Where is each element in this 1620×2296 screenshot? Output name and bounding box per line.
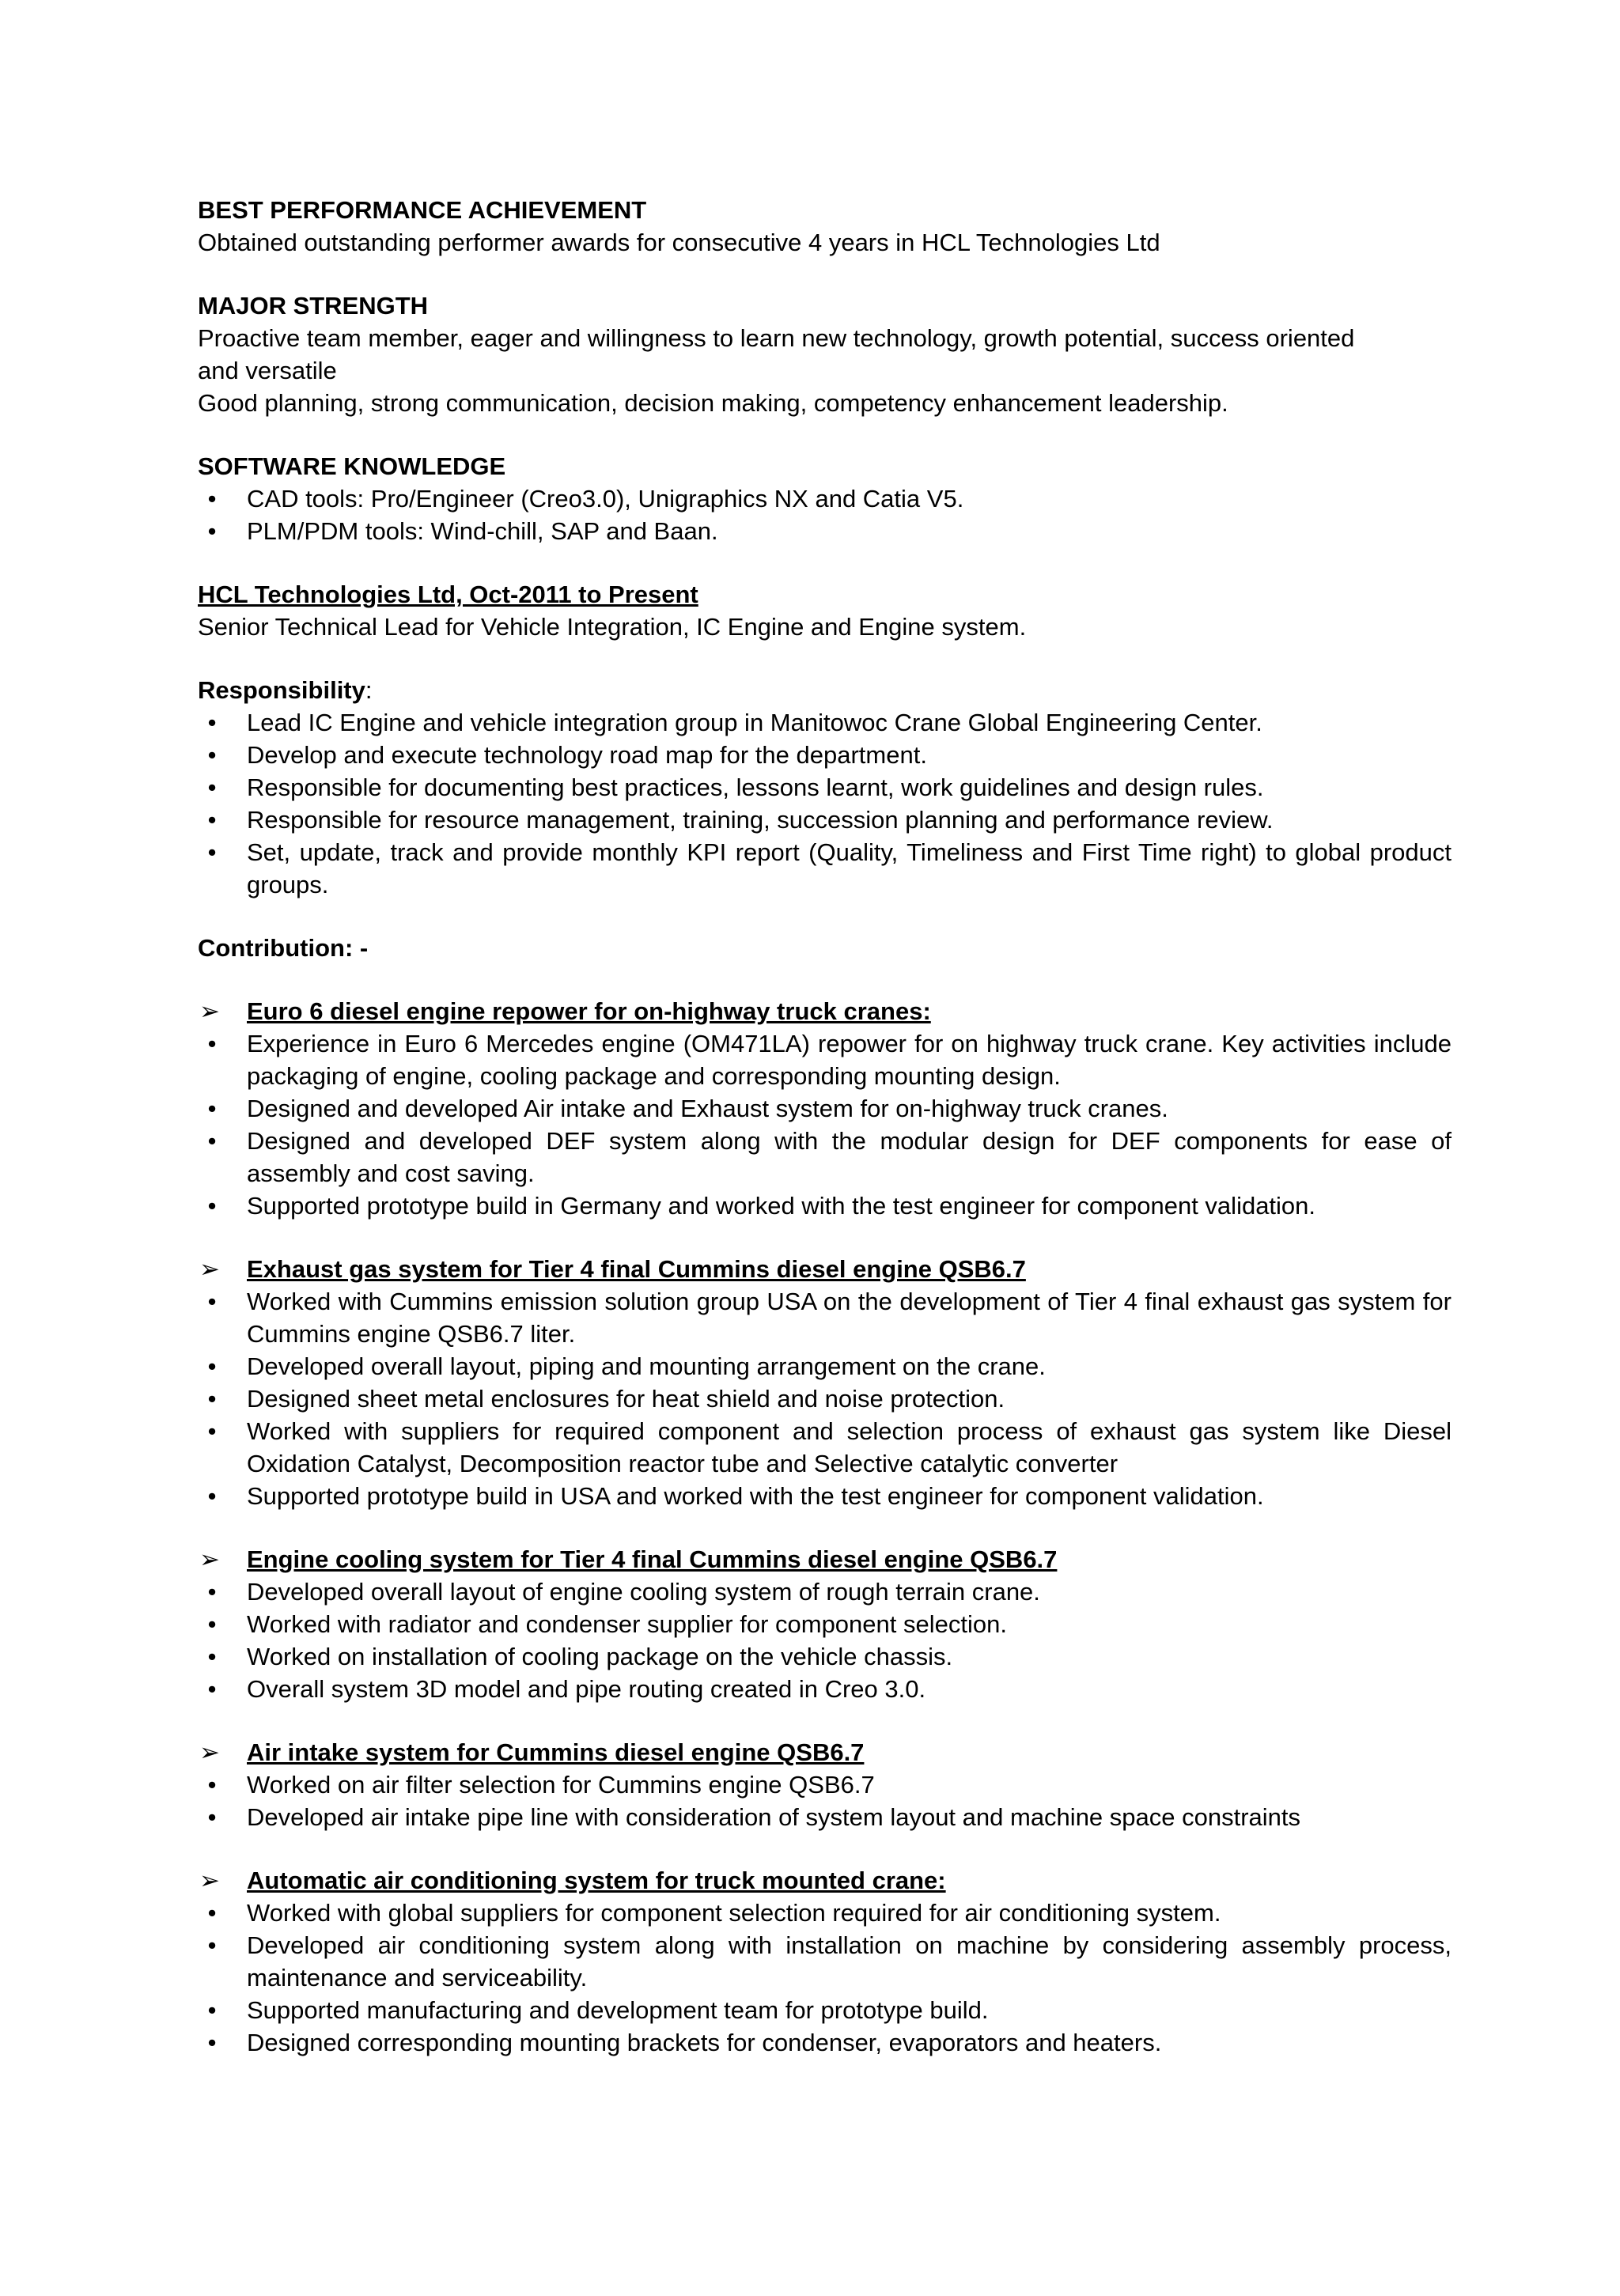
strength-heading: MAJOR STRENGTH (198, 292, 429, 320)
list-item-text: Responsible for documenting best practices, lessons learnt, work guidelines and design rules. (247, 774, 1264, 801)
list-item (198, 1480, 1452, 1512)
strength-section (198, 289, 1452, 419)
list-item (198, 515, 1452, 547)
list-item (198, 836, 1452, 901)
project-exhaust (198, 1253, 1452, 1512)
bullet-icon: • (207, 806, 217, 834)
bullet-icon: • (207, 741, 217, 769)
project-list (198, 1575, 1452, 1705)
list-item (198, 1383, 1452, 1415)
list-item-text: Designed sheet metal enclosures for heat shield and noise protection. (247, 1385, 1005, 1413)
list-item-text: Worked on air filter selection for Cummins engine QSB6.7 (247, 1771, 875, 1799)
project-list (198, 1285, 1452, 1512)
bullet-icon: • (207, 1771, 217, 1799)
list-item (198, 1768, 1452, 1801)
bullet-icon: • (207, 1643, 217, 1670)
company-heading: HCL Technologies Ltd, Oct-2011 to Present (198, 581, 698, 608)
list-item (198, 1929, 1452, 1994)
job-role: Senior Technical Lead for Vehicle Integration, IC Engine and Engine system. (198, 613, 1027, 641)
responsibility-label: Responsibility (198, 676, 365, 704)
bullet-icon: • (207, 1417, 217, 1445)
list-item (198, 1285, 1452, 1350)
software-list (198, 482, 1452, 547)
bullet-icon: • (207, 838, 217, 866)
list-item-text: Developed air conditioning system along with installation on machine by considering assembly process, maintenance and serviceability. (247, 1931, 1452, 1992)
strength-line-2: Good planning, strong communication, decision making, competency enhancement leadership. (198, 389, 1228, 417)
project-heading (198, 995, 1452, 1027)
bullet-icon: • (207, 1610, 217, 1638)
project-cooling (198, 1543, 1452, 1705)
bullet-icon: • (207, 1578, 217, 1606)
bullet-icon: • (207, 517, 217, 545)
list-item-text: Worked with Cummins emission solution group USA on the development of Tier 4 final exhaust gas system for Cummins engine QSB6.7 liter. (247, 1288, 1452, 1348)
contribution-section (198, 932, 1452, 964)
project-heading (198, 1736, 1452, 1768)
bullet-icon: • (207, 1288, 217, 1315)
list-item-text: Experience in Euro 6 Mercedes engine (OM471LA) repower for on highway truck crane. Key activities include packaging of engine, cooling package and corresponding mounting design. (247, 1030, 1452, 1090)
list-item-text: Developed overall layout, piping and mounting arrangement on the crane. (247, 1352, 1046, 1380)
project-title: Engine cooling system for Tier 4 final Cummins diesel engine QSB6.7 (247, 1545, 1058, 1573)
list-item (198, 1994, 1452, 2026)
project-list (198, 1897, 1452, 2059)
responsibility-list (198, 706, 1452, 901)
list-item-text: Developed air intake pipe line with consideration of system layout and machine space constraints (247, 1803, 1301, 1831)
list-item-text: Developed overall layout of engine cooling system of rough terrain crane. (247, 1578, 1040, 1606)
list-item-text: Develop and execute technology road map for the department. (247, 741, 927, 769)
list-item (198, 1640, 1452, 1673)
project-title: Air intake system for Cummins diesel engine QSB6.7 (247, 1738, 865, 1766)
list-item-text: Designed and developed DEF system along with the modular design for DEF components for ease of assembly and cost saving. (247, 1127, 1452, 1187)
list-item (198, 1125, 1452, 1190)
list-item (198, 1350, 1452, 1383)
list-item-text: Supported prototype build in Germany and worked with the test engineer for component validation. (247, 1192, 1316, 1220)
arrow-bullet-icon: ➢ (199, 1867, 220, 1894)
project-heading (198, 1543, 1452, 1575)
project-air-intake (198, 1736, 1452, 1833)
list-item-text: Responsible for resource management, training, succession planning and performance review. (247, 806, 1274, 834)
software-section (198, 450, 1452, 547)
list-item-text: Designed corresponding mounting brackets for condenser, evaporators and heaters. (247, 2029, 1162, 2056)
bullet-icon: • (207, 1030, 217, 1057)
list-item-text: PLM/PDM tools: Wind-chill, SAP and Baan. (247, 517, 718, 545)
project-heading (198, 1864, 1452, 1897)
list-item (198, 1027, 1452, 1092)
bullet-icon: • (207, 1095, 217, 1122)
responsibility-heading (198, 674, 1452, 706)
list-item (198, 1415, 1452, 1480)
list-item-text: Worked with radiator and condenser supplier for component selection. (247, 1610, 1007, 1638)
list-item (198, 1190, 1452, 1222)
project-air-conditioning (198, 1864, 1452, 2059)
project-title: Euro 6 diesel engine repower for on-highway truck cranes: (247, 997, 931, 1025)
bullet-icon: • (207, 1899, 217, 1927)
bullet-icon: • (207, 1996, 217, 2024)
list-item-text: Worked with suppliers for required component and selection process of exhaust gas system like Diesel Oxidation Catalyst, Decomposition reactor tube and Selective catalytic converter (247, 1417, 1452, 1477)
list-item-text: Overall system 3D model and pipe routing created in Creo 3.0. (247, 1675, 926, 1703)
project-title: Exhaust gas system for Tier 4 final Cummins diesel engine QSB6.7 (247, 1255, 1026, 1283)
list-item-text: CAD tools: Pro/Engineer (Creo3.0), Unigraphics NX and Catia V5. (247, 485, 964, 513)
list-item-text: Lead IC Engine and vehicle integration group in Manitowoc Crane Global Engineering Center. (247, 709, 1262, 736)
bullet-icon: • (207, 1192, 217, 1220)
list-item (198, 1092, 1452, 1125)
arrow-bullet-icon: ➢ (199, 1738, 220, 1766)
list-item (198, 804, 1452, 836)
list-item (198, 2026, 1452, 2059)
arrow-bullet-icon: ➢ (199, 1545, 220, 1573)
project-title: Automatic air conditioning system for truck mounted crane: (247, 1867, 946, 1894)
bullet-icon: • (207, 1675, 217, 1703)
responsibility-section (198, 674, 1452, 901)
bullet-icon: • (207, 2029, 217, 2056)
job-section (198, 578, 1452, 643)
list-item (198, 739, 1452, 771)
responsibility-colon: : (365, 676, 373, 704)
list-item (198, 1801, 1452, 1833)
bullet-icon: • (207, 1127, 217, 1155)
list-item-text: Worked on installation of cooling package on the vehicle chassis. (247, 1643, 953, 1670)
arrow-bullet-icon: ➢ (199, 997, 220, 1025)
achievement-section (198, 194, 1452, 259)
list-item (198, 1673, 1452, 1705)
bullet-icon: • (207, 1385, 217, 1413)
list-item-text: Supported prototype build in USA and worked with the test engineer for component validation. (247, 1482, 1264, 1510)
list-item (198, 1897, 1452, 1929)
bullet-icon: • (207, 1482, 217, 1510)
list-item-text: Worked with global suppliers for component selection required for air conditioning system. (247, 1899, 1221, 1927)
project-heading (198, 1253, 1452, 1285)
bullet-icon: • (207, 1352, 217, 1380)
resume-content (198, 194, 1452, 2090)
achievement-text: Obtained outstanding performer awards for consecutive 4 years in HCL Technologies Ltd (198, 229, 1160, 256)
bullet-icon: • (207, 485, 217, 513)
list-item-text: Supported manufacturing and development team for prototype build. (247, 1996, 989, 2024)
list-item-text: Designed and developed Air intake and Exhaust system for on-highway truck cranes. (247, 1095, 1168, 1122)
bullet-icon: • (207, 709, 217, 736)
achievement-heading: BEST PERFORMANCE ACHIEVEMENT (198, 196, 647, 224)
list-item (198, 1608, 1452, 1640)
contribution-heading: Contribution: - (198, 934, 369, 962)
bullet-icon: • (207, 774, 217, 801)
list-item (198, 482, 1452, 515)
project-list (198, 1027, 1452, 1222)
list-item (198, 706, 1452, 739)
list-item (198, 771, 1452, 804)
strength-line-1: Proactive team member, eager and willingness to learn new technology, growth potential, success oriented and versatile (198, 324, 1355, 384)
software-heading: SOFTWARE KNOWLEDGE (198, 452, 506, 480)
project-list (198, 1768, 1452, 1833)
list-item-text: Set, update, track and provide monthly KPI report (Quality, Timeliness and First Time right) to global product groups. (247, 838, 1452, 898)
bullet-icon: • (207, 1931, 217, 1959)
list-item (198, 1575, 1452, 1608)
project-euro6 (198, 995, 1452, 1222)
bullet-icon: • (207, 1803, 217, 1831)
arrow-bullet-icon: ➢ (199, 1255, 220, 1283)
